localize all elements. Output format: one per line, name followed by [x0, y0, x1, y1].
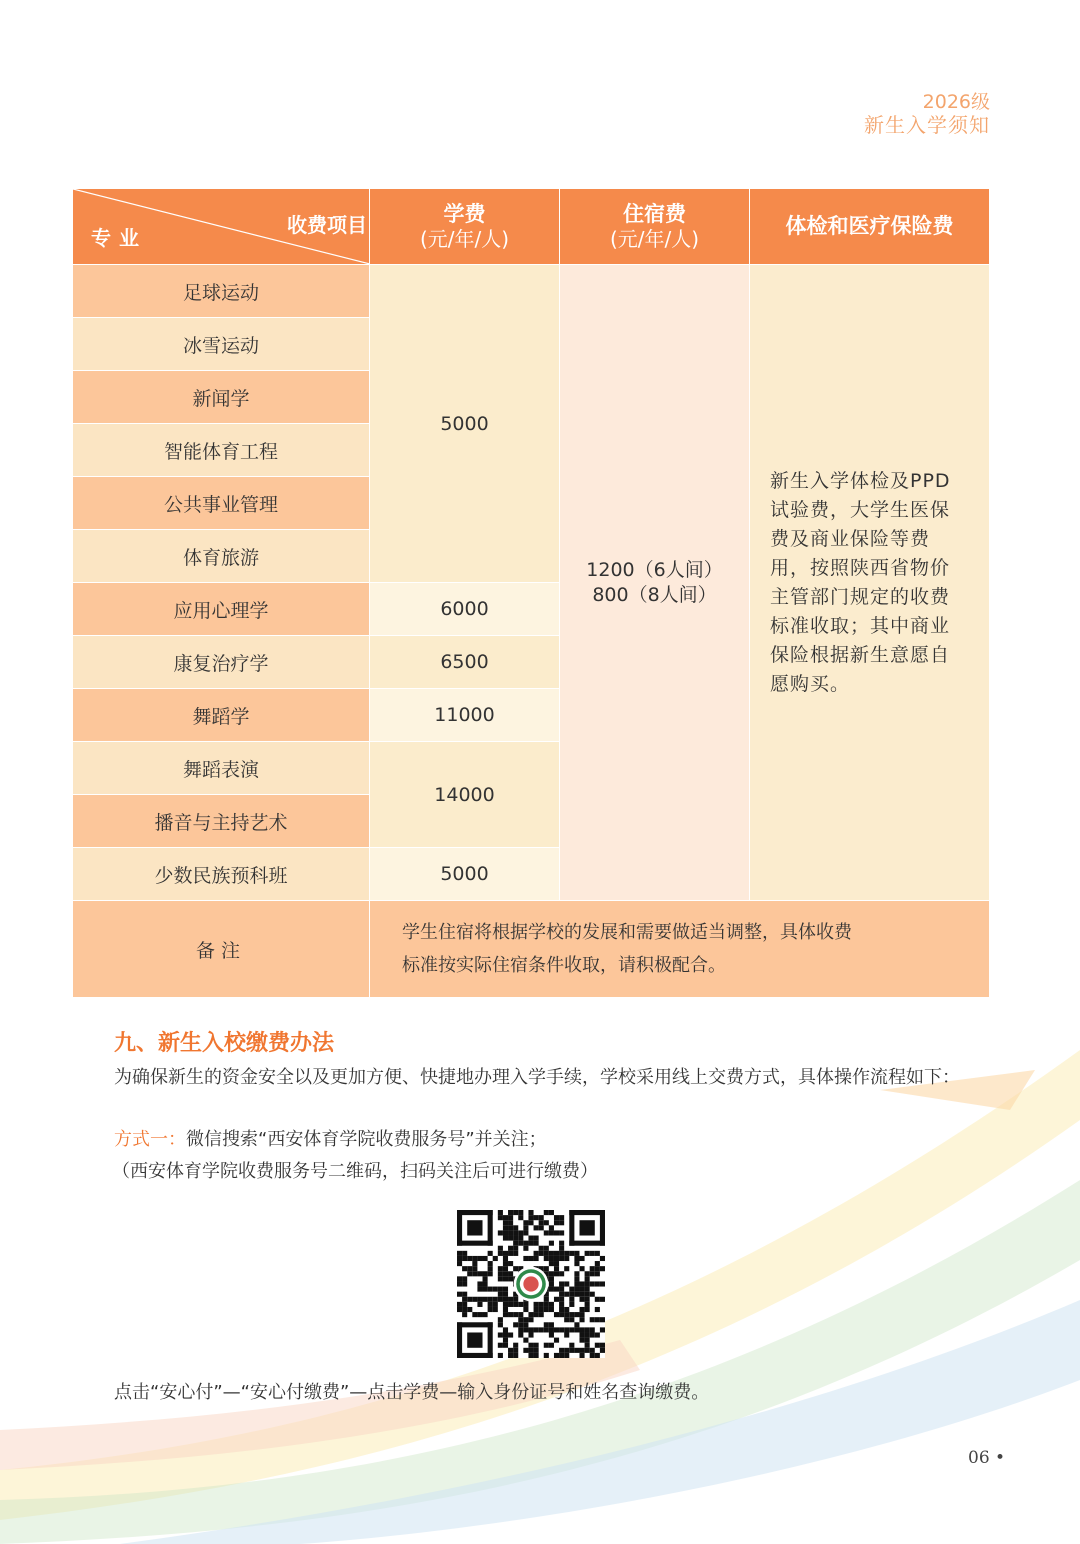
header-year: 2026级 — [922, 91, 990, 113]
page-number: 06 • — [968, 1448, 1006, 1468]
notes-text — [370, 901, 990, 998]
major-cell: 舞蹈学 — [73, 689, 370, 742]
header-tuition-name: 学费 — [443, 201, 486, 226]
payment-method-one — [114, 1125, 547, 1151]
major-cell: 新闻学 — [73, 371, 370, 424]
header-tuition — [370, 189, 560, 265]
major-cell: 体育旅游 — [73, 530, 370, 583]
major-cell: 播音与主持艺术 — [73, 795, 370, 848]
major-cell: 少数民族预科班 — [73, 848, 370, 901]
dorm-line-8: 800（8人间） — [592, 583, 717, 606]
header-health: 体检和医疗保险费 — [750, 189, 990, 265]
tuition-cell: 11000 — [370, 689, 560, 742]
table-header-row — [73, 189, 990, 265]
notes-line: 标准按实际住宿条件收取，请积极配合。 — [402, 955, 726, 976]
tuition-cell: 6500 — [370, 636, 560, 689]
qr-note: （西安体育学院收费服务号二维码，扫码关注后可进行缴费） — [112, 1161, 598, 1182]
fee-table — [72, 188, 990, 998]
payment-steps: 点击“安心付”—“安心付缴费”—点击学费—输入身份证号和姓名查询缴费。 — [114, 1382, 710, 1403]
major-cell: 康复治疗学 — [73, 636, 370, 689]
method-lead: 方式一： — [114, 1129, 186, 1150]
header-subtitle: 新生入学须知 — [864, 112, 990, 137]
corner-header-cell — [73, 189, 370, 265]
major-cell: 冰雪运动 — [73, 318, 370, 371]
major-cell: 足球运动 — [73, 265, 370, 318]
tuition-cell: 5000 — [370, 265, 560, 583]
health-cell: 新生入学体检及PPD试验费，大学生医保费及商业保险等费用，按照陕西省物价主管部门规定的收费标准收取；其中商业保险根据新生意愿自愿购买。 — [750, 265, 990, 901]
section-title: 九、新生入校缴费办法 — [114, 1031, 335, 1056]
tuition-cell: 14000 — [370, 742, 560, 848]
header-dorm — [560, 189, 750, 265]
notes-line: 学生住宿将根据学校的发展和需要做适当调整，具体收费 — [402, 922, 852, 943]
tuition-cell: 6000 — [370, 583, 560, 636]
method-text: 微信搜索“西安体育学院收费服务号”并关注； — [186, 1129, 547, 1150]
header-dorm-unit: (元/年/人) — [609, 227, 700, 252]
major-cell: 公共事业管理 — [73, 477, 370, 530]
corner-item-label: 收费项目 — [287, 213, 367, 237]
section-paragraph: 为确保新生的资金安全以及更加方便、快捷地办理入学手续，学校采用线上交费方式，具体操作流程如下： — [114, 1067, 960, 1088]
major-cell: 智能体育工程 — [73, 424, 370, 477]
tuition-cell: 5000 — [370, 848, 560, 901]
qr-code[interactable] — [457, 1210, 605, 1358]
dorm-cell — [560, 265, 750, 901]
notes-label: 备注 — [73, 901, 370, 998]
corner-major-label: 专业 — [91, 226, 147, 250]
header-dorm-name: 住宿费 — [623, 201, 686, 226]
page-header — [864, 92, 990, 137]
notes-row — [73, 901, 990, 998]
major-cell: 舞蹈表演 — [73, 742, 370, 795]
table-row — [73, 265, 990, 318]
header-tuition-unit: (元/年/人) — [419, 227, 510, 252]
dorm-line-6: 1200（6人间） — [586, 558, 723, 581]
major-cell: 应用心理学 — [73, 583, 370, 636]
